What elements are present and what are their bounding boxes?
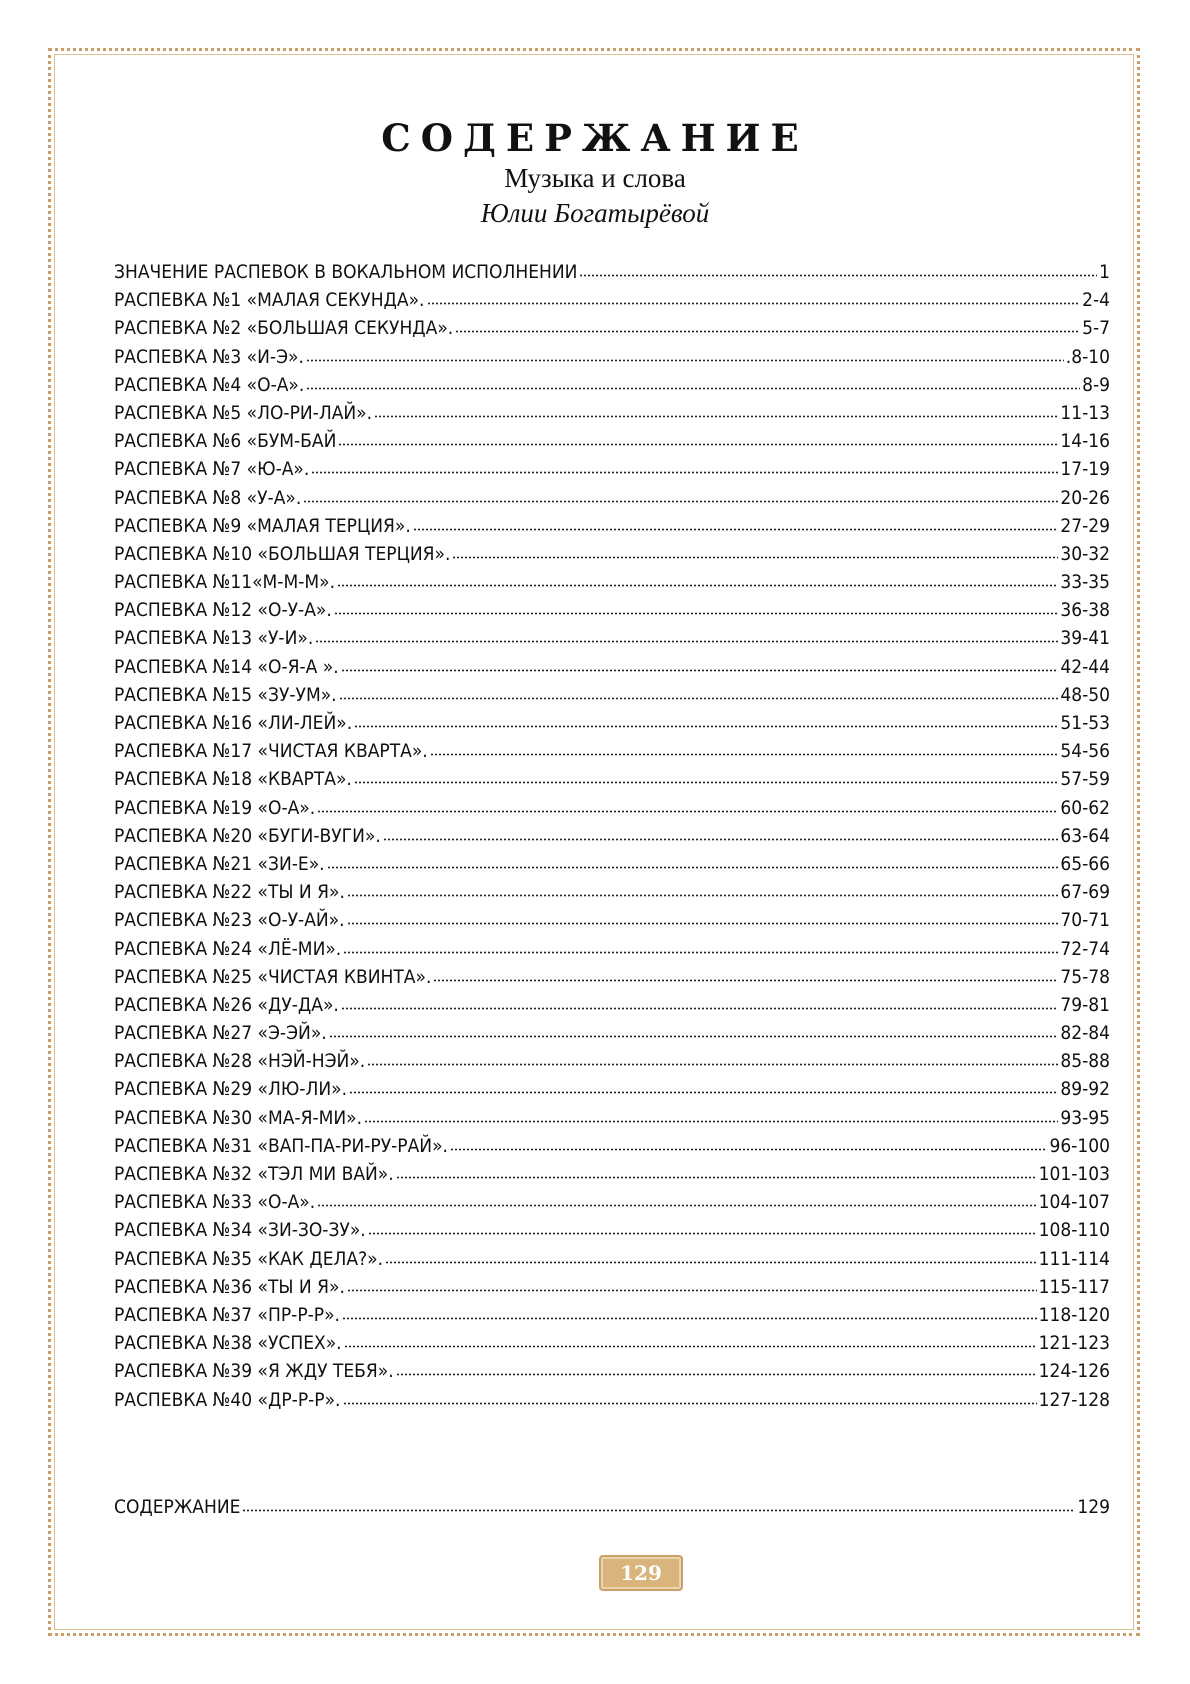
toc-entry-page: 39-41 [1060,627,1110,650]
toc-entry-page: 72-74 [1060,937,1110,960]
toc-entry[interactable] [114,1357,1110,1385]
toc-entry-page: 63-64 [1060,824,1110,847]
toc-entry-label: РАСПЕВКА №4 «О-А». [114,373,305,396]
toc-entry-page: 93-95 [1060,1106,1110,1129]
toc-entry-page: 5-7 [1082,317,1110,340]
toc-entry[interactable] [114,314,1110,342]
toc-entry-label: РАСПЕВКА №19 «О-А». [114,796,316,819]
dot-leader [427,302,1081,305]
dot-leader [311,471,1058,474]
toc-entry-label: РАСПЕВКА №14 «О-Я-А ». [114,655,339,678]
toc-entry-page: 60-62 [1060,796,1110,819]
toc-entry-label: РАСПЕВКА №32 «ТЭЛ МИ ВАЙ». [114,1163,394,1185]
toc-entry-page: 129 [1077,1496,1110,1518]
toc-entry[interactable] [114,1301,1110,1329]
toc-entry[interactable] [114,624,1110,652]
toc-entry-label: РАСПЕВКА №12 «О-У-А». [114,599,332,622]
toc-entry-page: 101-103 [1038,1163,1110,1185]
toc-entry-label: РАСПЕВКА №23 «О-У-АЙ». [114,909,345,932]
toc-entry-page: 27-29 [1060,514,1110,537]
toc-entry-page: 51-53 [1060,712,1110,734]
toc-entry-label: СОДЕРЖАНИЕ [114,1496,241,1518]
toc-entry-label: РАСПЕВКА №27 «Э-ЭЙ». [114,1022,327,1045]
toc-entry-contents[interactable] [114,1493,1110,1521]
dot-leader [315,640,1058,643]
toc-entry-label: РАСПЕВКА №38 «УСПЕХ». [114,1332,342,1355]
toc-entry[interactable] [114,681,1110,709]
toc-entry[interactable] [114,878,1110,906]
toc-entry-page: 17-19 [1060,458,1110,481]
dot-leader [347,1289,1037,1292]
toc-entry[interactable] [114,794,1110,822]
toc-entry-page: 42-44 [1060,655,1110,678]
toc-entry-label: РАСПЕВКА №6 «БУМ-БАЙ [114,430,337,453]
dot-leader [374,415,1058,418]
toc-entry-page: 108-110 [1038,1219,1110,1242]
toc-entry-page: 65-66 [1060,852,1110,875]
dot-leader [344,1345,1037,1348]
toc-entry[interactable] [114,1216,1110,1244]
toc-entry-page: 48-50 [1060,683,1110,706]
toc-entry-page: 1 [1099,261,1110,283]
toc-entry-label: РАСПЕВКА №3 «И-Э». [114,345,304,368]
toc-entry-label: РАСПЕВКА №26 «ДУ-ДА». [114,993,339,1016]
toc-entry-page: 115-117 [1038,1275,1110,1298]
dot-leader [450,1148,1047,1151]
toc-entry-label: РАСПЕВКА №17 «ЧИСТАЯ КВАРТА». [114,740,428,763]
dot-leader [413,528,1059,531]
toc-entry-label: РАСПЕВКА №35 «КАК ДЕЛА?». [114,1247,384,1270]
dot-leader [339,697,1059,700]
dot-leader [334,612,1059,615]
toc-entry-page: 104-107 [1038,1191,1110,1214]
toc-entry[interactable] [114,427,1110,455]
toc-entry-page: 79-81 [1060,993,1110,1016]
toc-entry-page: .8-10 [1065,345,1110,368]
toc-entry-label: РАСПЕВКА №20 «БУГИ-ВУГИ». [114,824,381,847]
toc-entry[interactable] [114,596,1110,624]
toc-entry-page: 8-9 [1082,373,1110,396]
toc-entry-label: РАСПЕВКА №9 «МАЛАЯ ТЕРЦИЯ». [114,514,411,537]
page-number-badge: 129 [599,1555,683,1591]
toc-entry-label: РАСПЕВКА №16 «ЛИ-ЛЕЙ». [114,712,353,734]
dot-leader [242,1509,1075,1512]
toc-entry[interactable] [114,1245,1110,1273]
dot-leader [317,810,1058,813]
dot-leader [327,866,1059,869]
toc-entry[interactable] [114,1075,1110,1103]
toc-entry-page: 57-59 [1060,768,1110,791]
toc-entry[interactable] [114,1188,1110,1216]
toc-entry[interactable] [114,258,1110,286]
dot-leader [329,1035,1059,1038]
dot-leader [303,500,1058,503]
toc-entry[interactable] [114,963,1110,991]
toc-entry-label: РАСПЕВКА №1 «МАЛАЯ СЕКУНДА». [114,289,425,312]
toc-entry-label: РАСПЕВКА №29 «ЛЮ-ЛИ». [114,1078,347,1101]
dot-leader [455,330,1080,333]
toc-entry-page: 89-92 [1060,1078,1110,1101]
toc-entry-label: РАСПЕВКА №22 «ТЫ И Я». [114,881,345,904]
toc-entry-label: ЗНАЧЕНИЕ РАСПЕВОК В ВОКАЛЬНОМ ИСПОЛНЕНИИ [114,261,578,283]
page-title: СОДЕРЖАНИЕ [381,116,809,160]
toc-entry-label: РАСПЕВКА №8 «У-А». [114,486,302,509]
toc-entry[interactable] [114,1273,1110,1301]
toc-entry[interactable] [114,991,1110,1019]
dot-leader [349,1091,1058,1094]
dot-leader [385,1261,1037,1264]
table-of-contents [114,258,1110,1414]
toc-entry[interactable] [114,1386,1110,1414]
toc-entry-page: 82-84 [1060,1022,1110,1045]
toc-entry-page: 11-13 [1060,401,1110,424]
toc-entry-page: 75-78 [1060,965,1110,988]
toc-entry[interactable] [114,737,1110,765]
toc-entry-label: РАСПЕВКА №30 «МА-Я-МИ». [114,1106,363,1129]
toc-entry-page: 70-71 [1060,909,1110,932]
dot-leader [341,1007,1058,1010]
dot-leader [338,443,1058,446]
toc-entry[interactable] [114,1104,1110,1132]
dot-leader [342,1317,1037,1320]
toc-entry-label: РАСПЕВКА №18 «КВАРТА». [114,768,352,791]
toc-entry-page: 33-35 [1060,571,1110,594]
toc-entry[interactable] [114,1160,1110,1188]
dot-leader [343,1402,1037,1405]
page-subtitle: Музыка и слова [504,163,686,193]
toc-entry[interactable] [114,540,1110,568]
dot-leader [341,669,1059,672]
toc-entry-page: 96-100 [1049,1134,1110,1157]
toc-entry-page: 36-38 [1060,599,1110,622]
toc-entry[interactable] [114,286,1110,314]
toc-entry-page: 127-128 [1038,1388,1110,1411]
dot-leader [317,1204,1036,1207]
dot-leader [364,1120,1058,1123]
toc-entry-label: РАСПЕВКА №15 «ЗУ-УМ». [114,683,337,706]
toc-entry-page: 14-16 [1060,430,1110,453]
toc-entry-label: РАСПЕВКА №7 «Ю-А». [114,458,310,481]
toc-entry-label: РАСПЕВКА №33 «О-А». [114,1191,316,1214]
toc-entry-label: РАСПЕВКА №39 «Я ЖДУ ТЕБЯ». [114,1360,394,1383]
toc-entry-label: РАСПЕВКА №10 «БОЛЬШАЯ ТЕРЦИЯ». [114,542,451,565]
toc-entry[interactable] [114,1047,1110,1075]
dot-leader [433,979,1058,982]
author-name: Юлии Богатырёвой [480,198,710,228]
dot-leader [354,725,1058,728]
toc-entry-label: РАСПЕВКА №2 «БОЛЬШАЯ СЕКУНДА». [114,317,454,340]
toc-entry-label: РАСПЕВКА №40 «ДР-Р-Р». [114,1388,341,1411]
dot-leader [337,584,1058,587]
toc-entry[interactable] [114,399,1110,427]
dot-leader [452,556,1058,559]
toc-entry[interactable] [114,568,1110,596]
dot-leader [343,951,1058,954]
toc-entry[interactable] [114,822,1110,850]
toc-entry[interactable] [114,1132,1110,1160]
dot-leader [383,838,1059,841]
toc-entry-label: РАСПЕВКА №25 «ЧИСТАЯ КВИНТА». [114,965,432,988]
toc-entry[interactable] [114,343,1110,371]
toc-entry[interactable] [114,455,1110,483]
toc-entry-label: РАСПЕВКА №36 «ТЫ И Я». [114,1275,345,1298]
dot-leader [347,894,1058,897]
toc-entry-label: РАСПЕВКА №37 «ПР-Р-Р». [114,1303,340,1326]
toc-entry[interactable] [114,765,1110,793]
toc-entry[interactable] [114,935,1110,963]
toc-entry-page: 118-120 [1038,1303,1110,1326]
dot-leader [396,1176,1037,1179]
toc-entry-label: РАСПЕВКА №24 «ЛЁ-МИ». [114,937,342,960]
dot-leader [430,753,1059,756]
toc-entry-page: 121-123 [1038,1332,1110,1355]
toc-entry[interactable] [114,512,1110,540]
toc-entry-label: РАСПЕВКА №21 «ЗИ-Е». [114,852,325,875]
dot-leader [368,1232,1037,1235]
dot-leader [306,359,1064,362]
dot-leader [579,274,1097,277]
dot-leader [396,1373,1037,1376]
toc-entry-page: 111-114 [1038,1247,1110,1270]
toc-entry[interactable] [114,484,1110,512]
toc-entry-page: 2-4 [1082,289,1110,312]
toc-entry-label: РАСПЕВКА №31 «ВАП-ПА-РИ-РУ-РАЙ». [114,1134,448,1157]
toc-entry-page: 124-126 [1038,1360,1110,1383]
toc-entry-page: 67-69 [1060,881,1110,904]
toc-entry-label: РАСПЕВКА №11«М-М-М». [114,571,336,594]
toc-entry-page: 30-32 [1060,542,1110,565]
toc-entry-page: 85-88 [1060,1050,1110,1073]
dot-leader [347,922,1059,925]
toc-entry-label: РАСПЕВКА №34 «ЗИ-ЗО-ЗУ». [114,1219,366,1242]
toc-entry[interactable] [114,709,1110,737]
toc-entry[interactable] [114,653,1110,681]
toc-entry[interactable] [114,371,1110,399]
toc-entry-label: РАСПЕВКА №13 «У-И». [114,627,314,650]
toc-entry-label: РАСПЕВКА №5 «ЛО-РИ-ЛАЙ». [114,401,373,424]
toc-entry-page: 54-56 [1060,740,1110,763]
dot-leader [354,781,1058,784]
toc-entry-page: 20-26 [1060,486,1110,509]
dot-leader [306,387,1080,390]
dot-leader [367,1063,1058,1066]
toc-entry[interactable] [114,1019,1110,1047]
toc-entry[interactable] [114,850,1110,878]
toc-entry[interactable] [114,906,1110,934]
toc-entry-label: РАСПЕВКА №28 «НЭЙ-НЭЙ». [114,1050,366,1073]
toc-entry[interactable] [114,1329,1110,1357]
